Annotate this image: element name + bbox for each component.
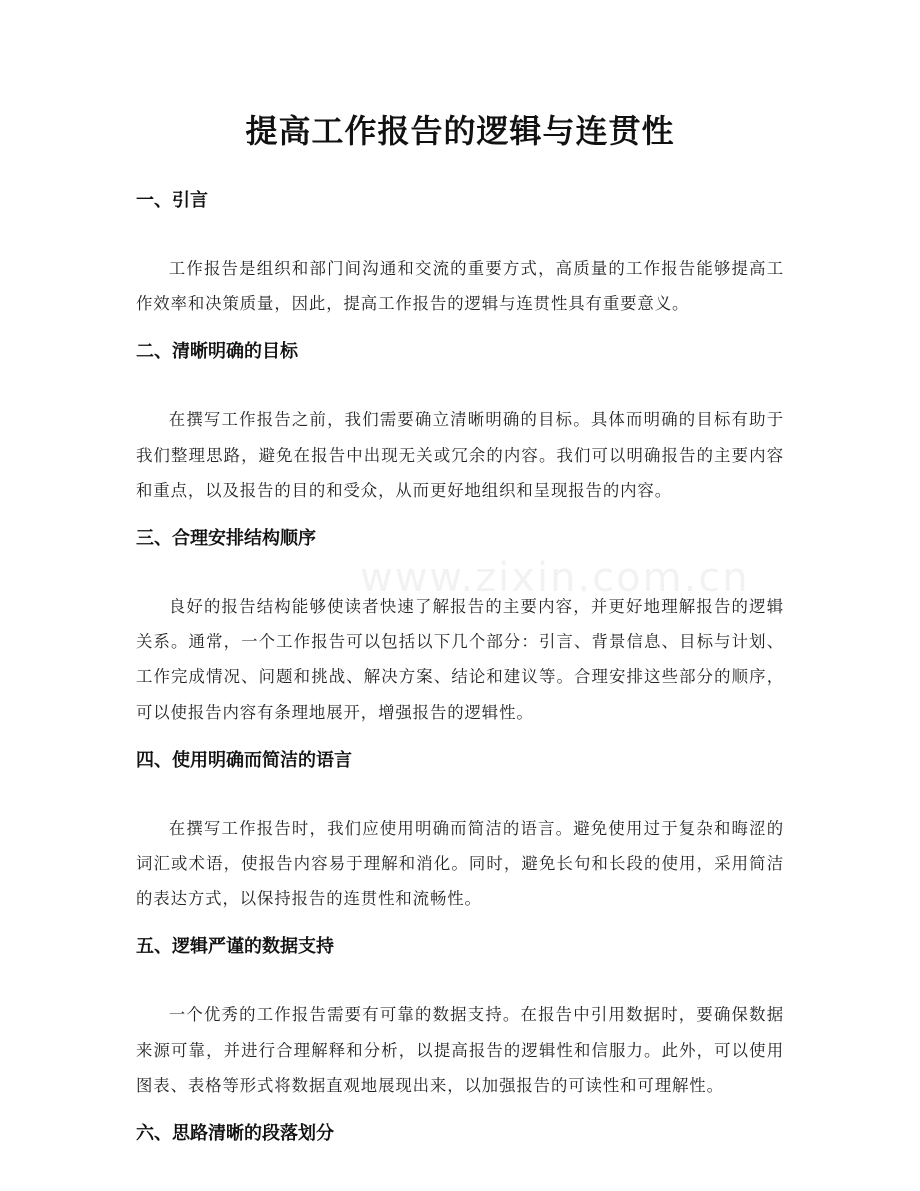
section-clear-goals [136, 335, 784, 522]
watermark: www.zixin.com.cn [360, 555, 750, 601]
section-paragraph: 工作报告是组织和部门间沟通和交流的重要方式，高质量的工作报告能够提高工作效率和决策质量，因此，提高工作报告的逻辑与连贯性具有重要意义。 [136, 259, 784, 314]
section-concise-language [136, 744, 784, 931]
section-heading: 四、使用明确而简洁的语言 [136, 749, 352, 771]
section-paragraph: 一个优秀的工作报告需要有可靠的数据支持。在报告中引用数据时，要确保数据来源可靠，并进行合理解释和分析，以提高报告的逻辑性和信服力。此外，可以使用图表、表格等形式将数据直观地展现出来，以加强报告的可读性和可理解性。 [136, 1005, 784, 1095]
section-paragraph: 良好的报告结构能够使读者快速了解报告的主要内容，并更好地理解报告的逻辑关系。通常，一个工作报告可以包括以下几个部分：引言、背景信息、目标与计划、工作完成情况、问题和挑战、解决方案、结论和建议等。合理安排这些部分的顺序，可以使报告内容有条理地展开，增强报告的逻辑性。 [136, 597, 784, 722]
section-structure-order [136, 522, 784, 744]
document-title: 提高工作报告的逻辑与连贯性 [245, 112, 675, 150]
document-body [136, 184, 784, 1151]
section-heading: 六、思路清晰的段落划分 [136, 1123, 334, 1145]
section-heading: 二、清晰明确的目标 [136, 341, 298, 363]
section-heading: 五、逻辑严谨的数据支持 [136, 936, 334, 958]
section-paragraph: 在撰写工作报告时，我们应使用明确而简洁的语言。避免使用过于复杂和晦涩的词汇或术语，使报告内容易于理解和消化。同时，避免长句和长段的使用，采用简洁的表达方式，以保持报告的连贯性和流畅性。 [136, 818, 784, 909]
section-heading: 一、引言 [136, 190, 208, 211]
section-paragraph: 在撰写工作报告之前，我们需要确立清晰明确的目标。具体而明确的目标有助于我们整理思路，避免在报告中出现无关或冗余的内容。我们可以明确报告的主要内容和重点，以及报告的目的和受众，从而更好地组织和呈现报告的内容。 [136, 410, 784, 500]
section-introduction [136, 184, 784, 335]
section-data-support [136, 930, 784, 1117]
section-paragraph-division [136, 1117, 784, 1151]
section-heading: 三、合理安排结构顺序 [136, 528, 316, 550]
